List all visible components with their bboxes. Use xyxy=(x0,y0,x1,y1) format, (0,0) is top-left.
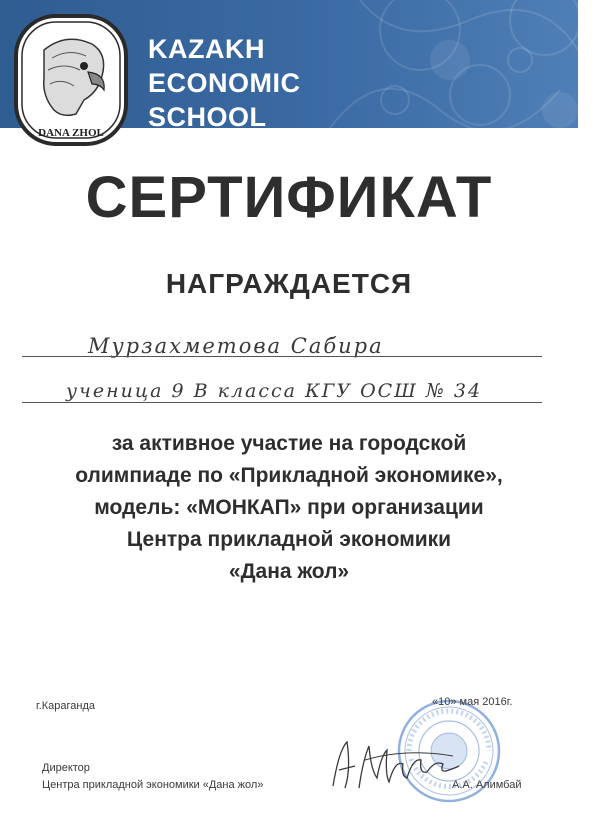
city: г.Караганда xyxy=(36,700,95,712)
handwritten-signature xyxy=(325,730,460,798)
award-reason xyxy=(0,428,578,588)
recipient-name: Мурзахметова Сабира xyxy=(88,334,384,358)
reason-line-5: «Дана жол» xyxy=(228,560,350,583)
reason-line-3: модель: «МОНКАП» при организации xyxy=(94,496,484,519)
reason-line-2: олимпиаде по «Прикладной экономике», xyxy=(75,464,503,487)
brand-line-1: KAZAKH xyxy=(148,34,265,64)
name-underline xyxy=(22,356,542,357)
recipient-details: ученица 9 В класса КГУ ОСШ № 34 xyxy=(66,380,483,402)
director-title: Директор xyxy=(42,762,90,774)
brand-line-2: ECONOMIC xyxy=(148,68,301,98)
school-name xyxy=(148,32,301,128)
awarded-heading: НАГРАЖДАЕТСЯ xyxy=(165,268,413,299)
director-name: А.А. Алимбай xyxy=(452,779,522,791)
reason-line-4: Центра прикладной экономики xyxy=(126,528,452,551)
brand-line-3: SCHOOL xyxy=(148,102,267,128)
eagle-head-icon xyxy=(14,14,128,146)
logo-text: DANA ZHOL xyxy=(38,127,104,139)
certificate-title: СЕРТИФИКАТ xyxy=(85,165,493,230)
details-underline xyxy=(22,402,542,403)
reason-line-1: за активное участие на городской xyxy=(111,432,467,455)
director-organization: Центра прикладной экономики «Дана жол» xyxy=(42,779,264,791)
issue-date: «10» мая 2016г. xyxy=(432,696,513,708)
